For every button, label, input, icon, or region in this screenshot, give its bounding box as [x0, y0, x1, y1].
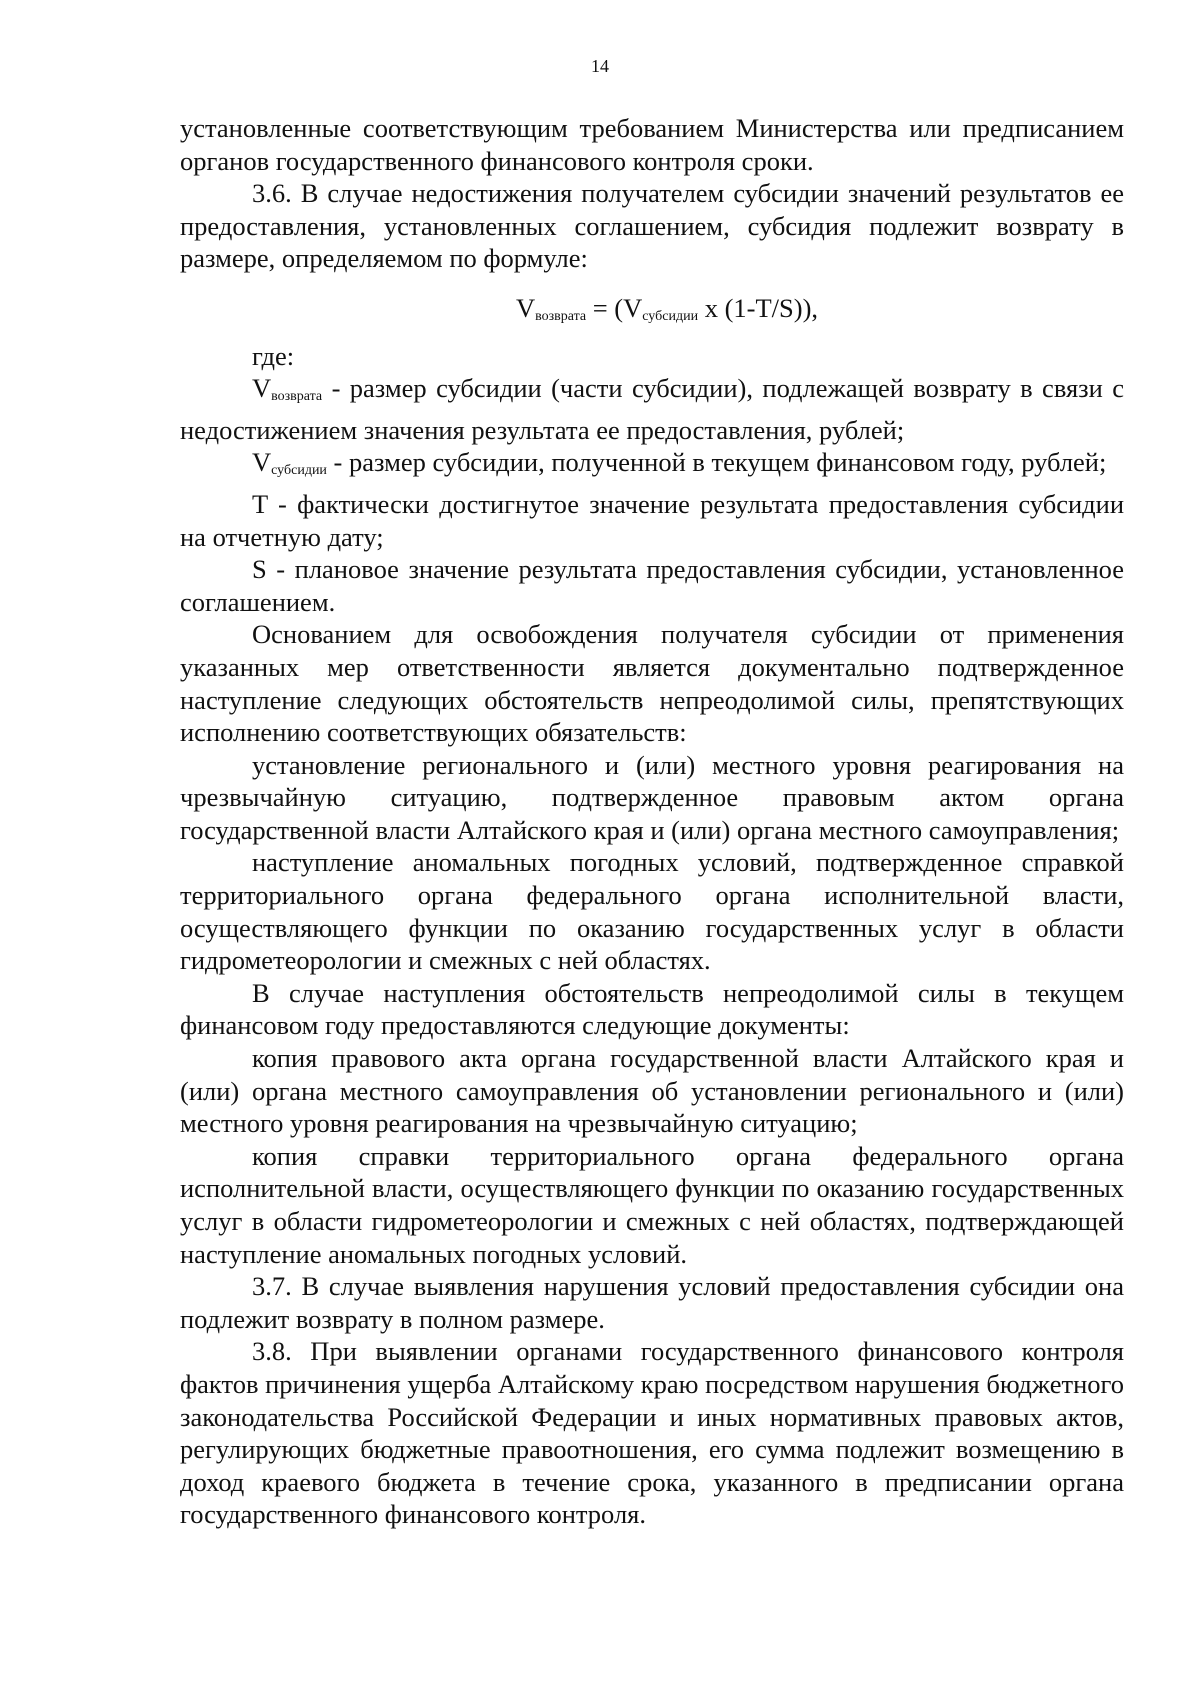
paragraph: установление регионального и (или) местного уровня реагирования на чрезвычайную ситуацию, подтвержденное правовым актом органа государственной власти Алтайского края и (или) органа местного самоуправления;	[180, 749, 1124, 845]
paragraph: Основанием для освобождения получателя субсидии от применения указанных мер ответственности является документально подтвержденное наступление следующих обстоятельств непреодолимой силы, препятствующих исполнению соответствующих обязательств:	[180, 619, 1124, 748]
paragraph: наступление аномальных погодных условий, подтвержденное справкой территориального органа федерального органа исполнительной власти, осуществляющего функции по оказанию государственных услуг в области гидрометеорологии и смежных с ней областях.	[180, 847, 1124, 976]
document-body	[180, 112, 1124, 1531]
paragraph-3-6: 3.6. В случае недостижения получателем субсидии значений результатов ее предоставления, установленных соглашением, субсидия подлежит возврату в размере, определяемом по формуле:	[180, 178, 1124, 274]
formula-subscript-subsidy: субсидии	[642, 308, 699, 324]
page-number: 14	[591, 56, 609, 76]
where-label: где:	[252, 340, 295, 371]
paragraph-3-7: 3.7. В случае выявления нарушения условий предоставления субсидии она подлежит возврату в полном размере.	[180, 1271, 1124, 1334]
return-formula: $V_{возврата} = (V_{субсидии}$ x (1-T/S)),	[515, 292, 819, 324]
formula-subscript-return: возврата	[535, 308, 587, 324]
paragraph: установленные соответствующим требованием Министерства или предписанием органов государственного финансового контроля сроки.	[180, 113, 1124, 176]
paragraph: В случае наступления обстоятельств непреодолимой силы в текущем финансовом году предоставляются следующие документы:	[180, 977, 1124, 1041]
definition-t: T - фактически достигнутое значение результата предоставления субсидии на отчетную дату;	[180, 488, 1124, 552]
paragraph-3-8: 3.8. При выявлении органами государственного финансового контроля фактов причинения ущерба Алтайскому краю посредством нарушения бюджетного законодательства Российской Федерации и иных нормативных правовых актов, регулирующих бюджетные правоотношения, его сумма подлежит возмещению в доход краевого бюджета в течение срока, указанного в предписании органа государственного финансового контроля.	[180, 1336, 1124, 1530]
definition-v-return: $V_{возврата}$ - размер субсидии (части субсидии), подлежащей возврату в связи с недостижением значения результата ее предоставления, рублей;	[180, 373, 1124, 445]
definition-s: S - плановое значение результата предоставления субсидии, установленное соглашением.	[180, 554, 1124, 617]
definition-v-subsidy: $V_{субсидии}$ - размер субсидии, полученной в текущем финансовом году, рублей;	[252, 447, 1107, 479]
paragraph: копия правового акта органа государственной власти Алтайского края и (или) органа местного самоуправления об установлении регионального и (или) местного уровня реагирования на чрезвычайную ситуацию;	[180, 1043, 1124, 1139]
paragraph: копия справки территориального органа федерального органа исполнительной власти, осуществляющего функции по оказанию государственных услуг в области гидрометеорологии и смежных с ней областях, подтверждающей наступление аномальных погодных условий.	[180, 1140, 1124, 1269]
